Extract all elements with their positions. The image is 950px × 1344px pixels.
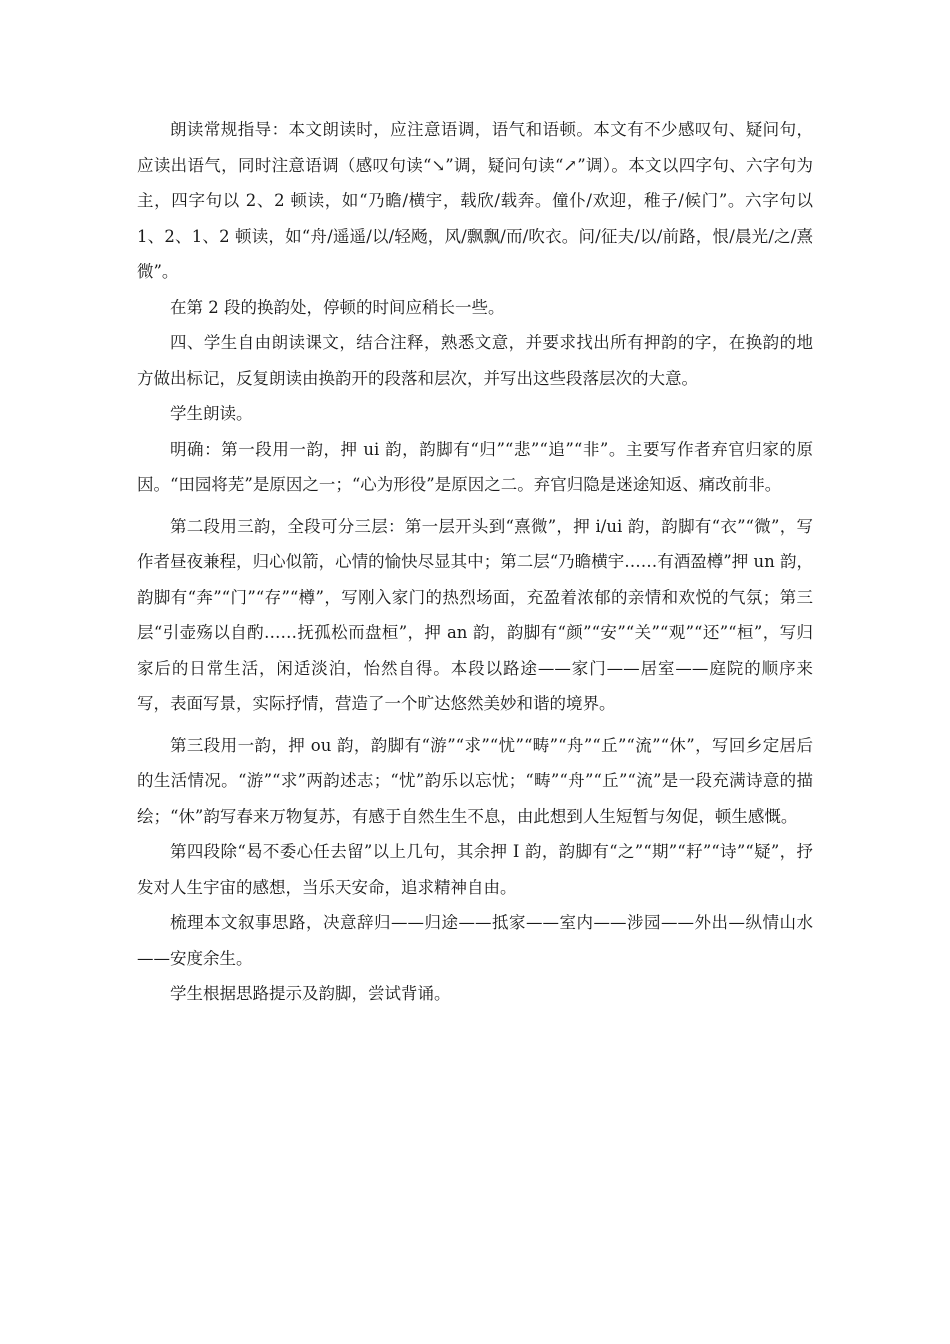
paragraph-section-two: 第二段用三韵，全段可分三层：第一层开头到“熹微”，押 i/ui 韵，韵脚有“衣”“微”，写作者昼夜兼程，归心似箭，心情的愉快尽显其中；第二层“乃瞻横宇……有酒盈樽”押 un 韵，韵脚有“奔”“门”“存”“樽”，写刚入家门的热烈场面，充盈着浓郁的亲情和欢悦的气氛；第三层“引壶殇以自酌……抚孤松而盘桓”，押 an 韵，韵脚有“颜”“安”“关”“观”“还”“桓”，写归家后的日常生活，闲适淡泊，怡然自得。本段以路途——家门——居室——庭院的顺序来写，表面写景，实际抒情，营造了一个旷达悠然美妙和谐的境界。 (137, 516, 813, 713)
paragraph-rhyme-pause: 在第 2 段的换韵处，停顿的时间应稍长一些。 (170, 297, 505, 317)
paragraph-recitation: 学生根据思路提示及韵脚，尝试背诵。 (170, 984, 451, 1003)
paragraph-narrative-outline: 梳理本文叙事思路，决意辞归——归途——抵家——室内——涉园——外出—纵情山水——安度余生。 (137, 913, 813, 968)
paragraph-reading-guidance: 朗读常规指导：本文朗读时，应注意语调，语气和语顿。本文有不少感叹句、疑问句，应读出语气，同时注意语调（感叹句读“↘”调，疑问句读“↗”调）。本文以四字句、六字句为主，四字句以 2、2 顿读，如“乃瞻/横宇，载欣/载奔。僮仆/欢迎，稚子/候门”。六字句以 1、2、1、2 顿读，如“舟/遥遥/以/轻飏，风/飘飘/而/吹衣。问/征夫/以/前路，恨/晨光/之/熹微”。 (137, 120, 813, 281)
paragraph-section-four: 第四段除“曷不委心任去留”以上几句，其余押 I 韵，韵脚有“之”“期”“耔”“诗”“疑”，抒发对人生宇宙的感想，当乐天安命，追求精神自由。 (137, 842, 813, 897)
paragraph-step-four: 四、学生自由朗读课文，结合注释，熟悉文意，并要求找出所有押韵的字，在换韵的地方做出标记，反复朗读由换韵开的段落和层次，并写出这些段落层次的大意。 (137, 333, 813, 388)
paragraph-section-one: 明确：第一段用一韵，押 ui 韵，韵脚有“归”“悲”“追”“非”。主要写作者弃官归家的原因。“田园将芜”是原因之一；“心为形役”是原因之二。弃官归隐是迷途知返、痛改前非。 (137, 439, 813, 494)
paragraph-section-three: 第三段用一韵，押 ou 韵，韵脚有“游”“求”“忧”“畴”“舟”“丘”“流”“休”，写回乡定居后的生活情况。“游”“求”两韵述志；“忧”韵乐以忘忧；“畴”“舟”“丘”“流”是一段充满诗意的描绘；“休”韵写春来万物复苏，有感于自然生生不息，由此想到人生短暂与匆促，顿生感慨。 (137, 735, 813, 826)
paragraph-student-reading: 学生朗读。 (170, 404, 253, 423)
document-body (137, 112, 813, 1012)
